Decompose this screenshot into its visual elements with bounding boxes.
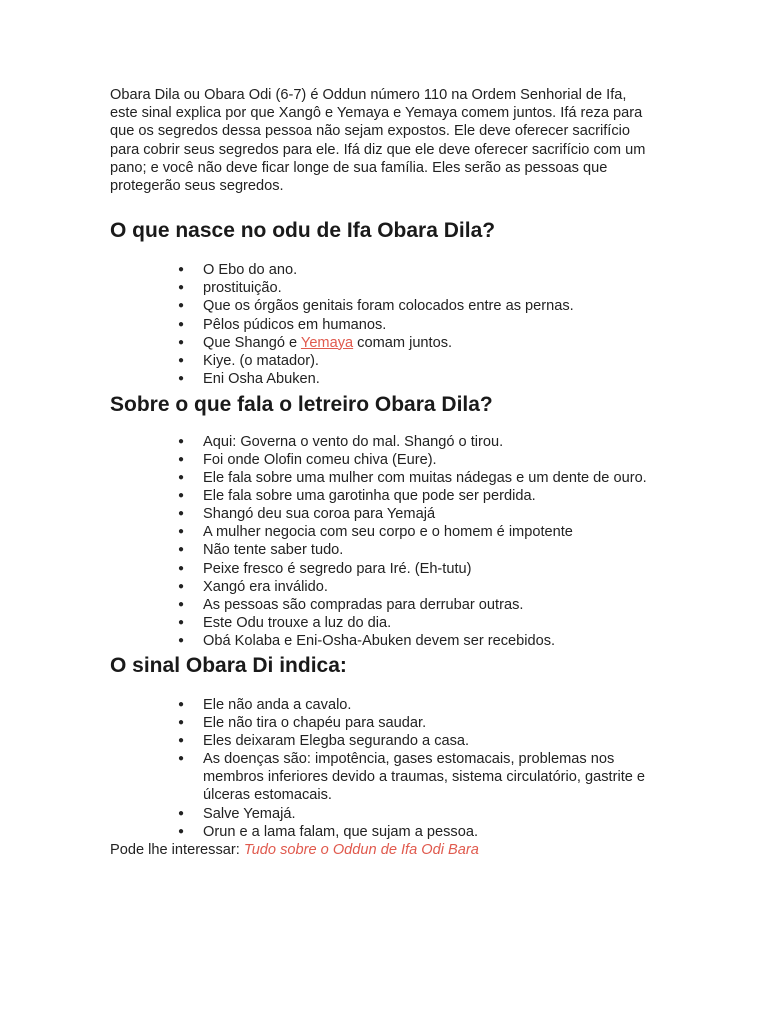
bullet-icon: ● xyxy=(178,300,185,312)
related-article-link[interactable]: Tudo sobre o Oddun de Ifa Odi Bara xyxy=(243,841,479,858)
list-item: ● Que os órgãos genitais foram colocados entre as pernas. xyxy=(178,298,574,315)
bullet-icon: ● xyxy=(178,825,185,837)
list-item: ● Foi onde Olofin comeu chiva (Eure). xyxy=(178,451,437,468)
list-item: ● Xangó era inválido. xyxy=(178,578,328,595)
list-speaks xyxy=(110,433,658,650)
list-item: ● Ele fala sobre uma mulher com muitas nádegas e um dente de ouro. xyxy=(178,470,647,487)
section-heading-indicates: O sinal Obara Di indica: xyxy=(110,654,347,677)
bullet-icon: ● xyxy=(178,282,185,294)
list-item: ● Aqui: Governa o vento do mal. Shangó o tirou. xyxy=(178,433,504,450)
bullet-icon: ● xyxy=(178,526,185,538)
bullet-icon: ● xyxy=(178,699,185,710)
list-item: ● Obá Kolaba e Eni-Osha-Abuken devem ser recebidos. xyxy=(178,632,556,649)
bullet-icon: ● xyxy=(178,372,185,384)
bullet-icon: ● xyxy=(178,616,185,628)
bullet-icon: ● xyxy=(178,435,185,447)
list-item: ● Ele fala sobre uma garotinha que pode ser perdida. xyxy=(178,488,536,505)
bullet-icon: ● xyxy=(178,562,185,574)
bullet-icon: ● xyxy=(178,318,185,330)
intro-paragraph: Obara Dila ou Obara Odi (6-7) é Oddun número 110 na Ordem Senhorial de Ifa, este sinal explica por que Xangô e Yemaya e Yemaya comem juntos. Ifá reza para que os segredos dessa pessoa não sejam expostos. Ele deve oferecer sacrifício para cobrir seus segredos para ele. Ifá diz que ele deve oferecer sacrifício com um pano; e você não deve ficar longe de sua família. Eles serão as pessoas que protegerão seus segredos. xyxy=(110,87,646,195)
bullet-icon: ● xyxy=(178,472,185,484)
bullet-icon: ● xyxy=(178,508,185,520)
bullet-icon: ● xyxy=(178,354,185,366)
list-item: ● prostituição. xyxy=(178,280,282,297)
list-item: ● Não tente saber tudo. xyxy=(178,542,344,559)
list-item-with-link: ● Que Shangó e Yemaya comam juntos. xyxy=(178,334,453,351)
yemaya-link[interactable]: Yemaya xyxy=(300,334,354,351)
list-item: ● Peixe fresco é segredo para Iré. (Eh-tutu) xyxy=(178,560,472,577)
bullet-icon: ● xyxy=(178,753,185,765)
bullet-icon: ● xyxy=(178,580,185,592)
list-item: ● Este Odu trouxe a luz do dia. xyxy=(178,614,392,631)
list-item: ● Shangó deu sua coroa para Yemajá xyxy=(178,506,436,523)
list-item: ● Eni Osha Abuken. xyxy=(178,370,320,387)
bullet-icon: ● xyxy=(178,598,185,610)
section-heading-born: O que nasce no odu de Ifa Obara Dila? xyxy=(110,219,496,243)
list-item: ● A mulher negocia com seu corpo e o homem é impotente xyxy=(178,524,573,541)
section-heading-speaks: Sobre o que fala o letreiro Obara Dila? xyxy=(110,392,493,416)
list-item: ● Ele não tira o chapéu para saudar. xyxy=(178,715,427,732)
bullet-icon: ● xyxy=(178,453,185,465)
list-item: ● As pessoas são compradas para derrubar outras. xyxy=(178,596,524,613)
bullet-icon: ● xyxy=(178,717,185,729)
list-item: ● Pêlos púdicos em humanos. xyxy=(178,316,387,333)
bullet-icon: ● xyxy=(178,544,185,556)
list-item: ● Salve Yemajá. xyxy=(178,805,296,822)
bullet-icon: ● xyxy=(178,264,185,276)
list-born xyxy=(110,261,658,388)
list-item: ● Kiye. (o matador). xyxy=(178,352,319,369)
related-link-line: Pode lhe interessar: Tudo sobre o Oddun de Ifa Odi Bara xyxy=(110,841,479,858)
list-indicates xyxy=(110,696,658,841)
bullet-icon: ● xyxy=(178,336,185,348)
bullet-icon: ● xyxy=(178,807,185,819)
list-item: ● O Ebo do ano. xyxy=(178,262,298,279)
list-item: ● Eles deixaram Elegba segurando a casa. xyxy=(178,733,470,750)
list-item: ● Orun e a lama falam, que sujam a pessoa. xyxy=(178,823,478,840)
list-item: ● Ele não anda a cavalo. xyxy=(178,697,352,713)
bullet-icon: ● xyxy=(178,490,185,502)
list-item: ● As doenças são: impotência, gases estomacais, problemas nos membros inferiores devido a traumas, sistema circulatório, gastrite e úlceras estomacais. xyxy=(178,751,646,804)
bullet-icon: ● xyxy=(178,634,185,646)
document-body xyxy=(110,86,658,859)
bullet-icon: ● xyxy=(178,735,185,747)
